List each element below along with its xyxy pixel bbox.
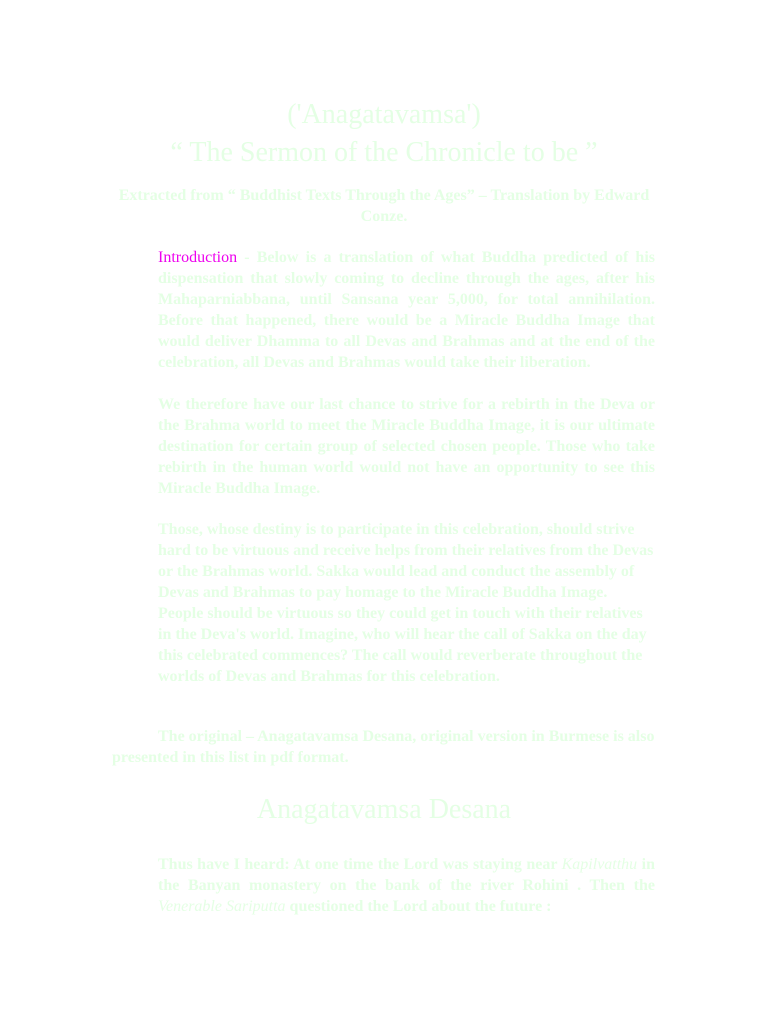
- paragraph-3: Those, whose destiny is to participate in this celebration, should strive hard to be virtuous and receive helps from their relatives from the Devas or the Brahmas world. Sakka would lead and conduct the assembly of Devas and Brahmas to pay homage to the Miracle Buddha Image. People should be virtuous so they could get in touch with their relatives in the Deva's world. Imagine, who will hear the call of Sakka on the day this celebrated commences? The call would reverberate throughout the worlds of Devas and Brahmas for this celebration.: [158, 521, 654, 685]
- closing-text-3: questioned the Lord about the future :: [285, 898, 552, 915]
- section-heading: Anagatavamsa Desana: [256, 794, 512, 825]
- closing-text-1: Thus have I heard: At one time the Lord was staying near: [158, 856, 562, 873]
- person-name: Venerable Sariputta: [158, 898, 286, 915]
- document-title: [0, 96, 768, 172]
- closing-paragraph: [158, 854, 655, 917]
- intro-text: - Below is a translation of what Buddha predicted of his dispensation that slowly coming to decline through the ages, after his Mahaparniabbana, until Sansana year 5,000, for total annihilation. Before that happened, there would be a Miracle Buddha Image that would deliver Dhamma to all Devas and Brahmas and at the end of the celebration, all Devas and Brahmas would take their liberation.: [158, 249, 655, 371]
- paragraph-4: The original – Anagatavamsa Desana, original version in Burmese is also presented in this list in pdf format.: [112, 728, 655, 766]
- place-name: Kapilvatthu: [561, 856, 638, 873]
- closing-text-2: in the Banyan monastery on the bank of the river Rohini . Then the: [158, 856, 656, 894]
- title-line-2: “ The Sermon of the Chronicle to be ”: [170, 137, 598, 168]
- intro-label: Introduction: [158, 249, 238, 266]
- title-line-1: ('Anagatavamsa'): [287, 99, 481, 130]
- document-subtitle: Extracted from “ Buddhist Texts Through the Ages” – Translation by Edward Conze.: [118, 187, 650, 225]
- intro-paragraph: [158, 247, 655, 373]
- paragraph-2: We therefore have our last chance to strive for a rebirth in the Deva or the Brahma world to meet the Miracle Buddha Image, it is our ultimate destination for certain group of selected chosen people. Those who take rebirth in the human world would not have an opportunity to see this Miracle Buddha Image.: [158, 396, 655, 497]
